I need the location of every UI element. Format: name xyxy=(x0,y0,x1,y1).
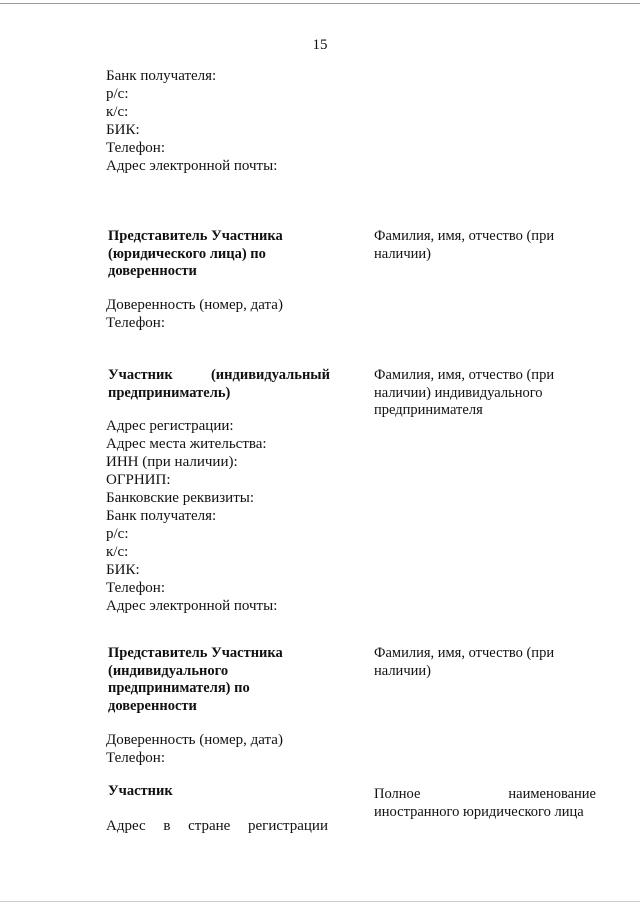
foreign-registration-address-word: Адрес xyxy=(106,818,146,834)
participant-foreign-note xyxy=(374,786,596,821)
rep-legal-heading-line: (юридического лица) по xyxy=(108,245,266,262)
ip-account-label: р/с: xyxy=(106,526,129,542)
foreign-registration-address-word: регистрации xyxy=(248,818,328,834)
corr-account-label: к/с: xyxy=(106,104,129,120)
rep-legal-note-line: наличии) xyxy=(374,245,431,262)
page-number: 15 xyxy=(312,37,328,53)
inn-label: ИНН (при наличии): xyxy=(106,454,238,470)
rep-ip-heading-line: доверенности xyxy=(108,697,197,714)
participant-foreign-note-line xyxy=(374,786,596,804)
power-of-attorney-label: Доверенность (номер, дата) xyxy=(106,297,283,313)
participant-ip-note-line: Фамилия, имя, отчество (при xyxy=(374,367,555,383)
foreign-registration-address-word: в xyxy=(163,818,171,834)
ip-bank-name-label: Банк получателя: xyxy=(106,508,217,524)
participant-ip-note-line: наличии) индивидуального xyxy=(374,384,543,401)
participant-ip-note xyxy=(374,367,596,420)
participant-ip-heading xyxy=(108,367,330,402)
rep-legal-heading-line: доверенности xyxy=(108,263,197,279)
participant-ip-heading-word: (индивидуальный xyxy=(210,367,330,383)
rep-legal-heading xyxy=(108,228,330,281)
foreign-registration-address-word: стране xyxy=(188,818,231,834)
participant-foreign-heading: Участник xyxy=(108,783,173,799)
phone-label: Телефон: xyxy=(106,140,165,156)
rep-ip-power-of-attorney-label: Доверенность (номер, дата) xyxy=(106,732,283,748)
participant-ip-heading-word: Участник xyxy=(108,367,173,383)
rep-ip-note-line: Фамилия, имя, отчество (при xyxy=(374,645,555,661)
ip-phone-label: Телефон: xyxy=(106,580,165,596)
participant-ip-note-line: предпринимателя xyxy=(374,402,483,418)
email-label: Адрес электронной почты: xyxy=(106,158,278,174)
bank-details-label: Банковские реквизиты: xyxy=(106,490,255,506)
rep-phone-label: Телефон: xyxy=(106,315,165,331)
rep-ip-heading-line: Представитель Участника xyxy=(108,645,283,661)
residence-address-label: Адрес места жительства: xyxy=(106,436,267,452)
foreign-registration-address-label xyxy=(106,818,328,835)
ip-email-label: Адрес электронной почты: xyxy=(106,598,278,614)
rep-ip-note xyxy=(374,645,596,680)
rep-ip-phone-label: Телефон: xyxy=(106,750,165,766)
rep-legal-note-line: Фамилия, имя, отчество (при xyxy=(374,228,555,244)
ogrnip-label: ОГРНИП: xyxy=(106,472,171,488)
bank-name-label: Банк получателя: xyxy=(106,68,217,84)
ip-corr-account-label: к/с: xyxy=(106,544,129,560)
ip-bik-label: БИК: xyxy=(106,562,140,578)
rep-legal-note xyxy=(374,228,596,263)
rep-ip-note-line: наличии) xyxy=(374,662,431,679)
rep-ip-heading xyxy=(108,645,330,715)
rep-ip-heading-line: предпринимателя) по xyxy=(108,680,250,696)
page-bottom-edge xyxy=(0,901,640,902)
participant-ip-heading-line: предприниматель) xyxy=(108,384,231,401)
registration-address-label: Адрес регистрации: xyxy=(106,418,234,434)
rep-legal-heading-line: Представитель Участника xyxy=(108,228,283,244)
page-top-edge xyxy=(0,3,640,4)
rep-ip-heading-line: (индивидуального xyxy=(108,662,229,679)
participant-ip-heading-line xyxy=(108,367,330,385)
bik-label: БИК: xyxy=(106,122,140,138)
participant-foreign-note-line: иностранного юридического лица xyxy=(374,803,584,820)
participant-foreign-note-word: наименование xyxy=(508,786,596,802)
participant-foreign-note-word: Полное xyxy=(374,786,421,802)
account-label: р/с: xyxy=(106,86,129,102)
